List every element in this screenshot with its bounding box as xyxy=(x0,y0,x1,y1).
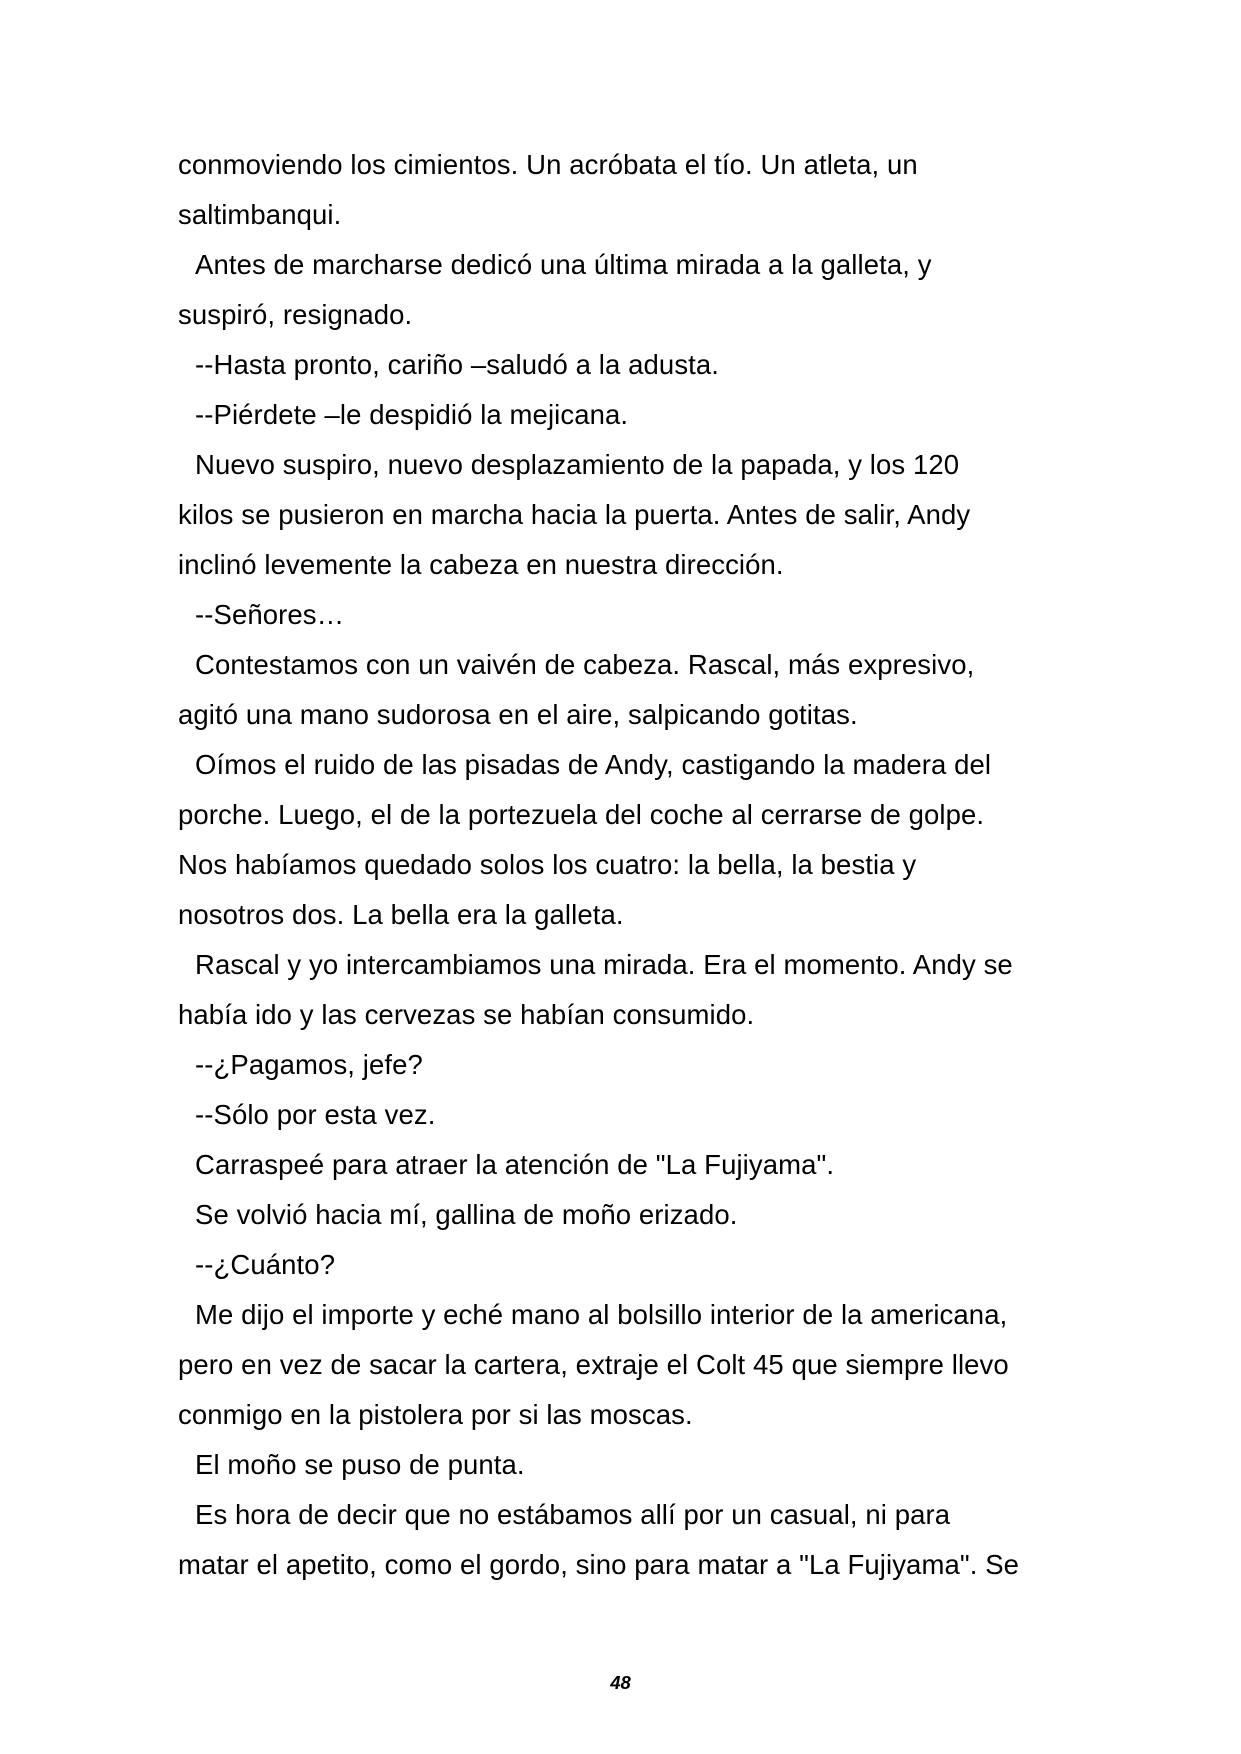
text-line: kilos se pusieron en marcha hacia la puerta. Antes de salir, Andy xyxy=(178,499,971,530)
text-line: --Hasta pronto, cariño –saludó a la adusta. xyxy=(195,349,720,380)
text-line: Rascal y yo intercambiamos una mirada. Era el momento. Andy se xyxy=(195,949,1013,980)
text-line: Se volvió hacia mí, gallina de moño erizado. xyxy=(195,1199,738,1230)
text-line: matar el apetito, como el gordo, sino para matar a "La Fujiyama". Se xyxy=(178,1549,1020,1580)
text-line: suspiró, resignado. xyxy=(178,299,413,330)
text-line: había ido y las cervezas se habían consumido. xyxy=(178,999,755,1030)
text-line: conmigo en la pistolera por si las moscas. xyxy=(178,1399,693,1430)
text-line: nosotros dos. La bella era la galleta. xyxy=(178,899,624,930)
text-line: Antes de marcharse dedicó una última mirada a la galleta, y xyxy=(195,249,932,280)
text-line: El moño se puso de punta. xyxy=(195,1449,525,1480)
text-line: Contestamos con un vaivén de cabeza. Rascal, más expresivo, xyxy=(195,649,975,680)
text-line: Es hora de decir que no estábamos allí por un casual, ni para xyxy=(195,1499,951,1530)
page-number: 48 xyxy=(610,1672,631,1693)
text-line: inclinó levemente la cabeza en nuestra dirección. xyxy=(178,549,784,580)
text-line: pero en vez de sacar la cartera, extraje el Colt 45 que siempre llevo xyxy=(178,1349,1009,1380)
text-line: saltimbanqui. xyxy=(178,199,342,230)
text-line: --¿Cuánto? xyxy=(195,1249,336,1280)
text-line: Nuevo suspiro, nuevo desplazamiento de la papada, y los 120 xyxy=(195,449,960,480)
text-line: Oímos el ruido de las pisadas de Andy, castigando la madera del xyxy=(195,749,992,780)
text-line: porche. Luego, el de la portezuela del coche al cerrarse de golpe. xyxy=(178,799,985,830)
text-line: --Señores… xyxy=(195,599,345,630)
text-line: Carraspeé para atraer la atención de "La Fujiyama". xyxy=(195,1149,835,1180)
text-line: Nos habíamos quedado solos los cuatro: la bella, la bestia y xyxy=(178,849,917,880)
text-line: --Piérdete –le despidió la mejicana. xyxy=(195,399,629,430)
text-line: agitó una mano sudorosa en el aire, salpicando gotitas. xyxy=(178,699,858,730)
text-line: conmoviendo los cimientos. Un acróbata el tío. Un atleta, un xyxy=(178,149,918,180)
page-text xyxy=(178,140,1088,1590)
text-line: --Sólo por esta vez. xyxy=(195,1099,436,1130)
text-line: Me dijo el importe y eché mano al bolsillo interior de la americana, xyxy=(195,1299,1008,1330)
text-line: --¿Pagamos, jefe? xyxy=(195,1049,423,1080)
